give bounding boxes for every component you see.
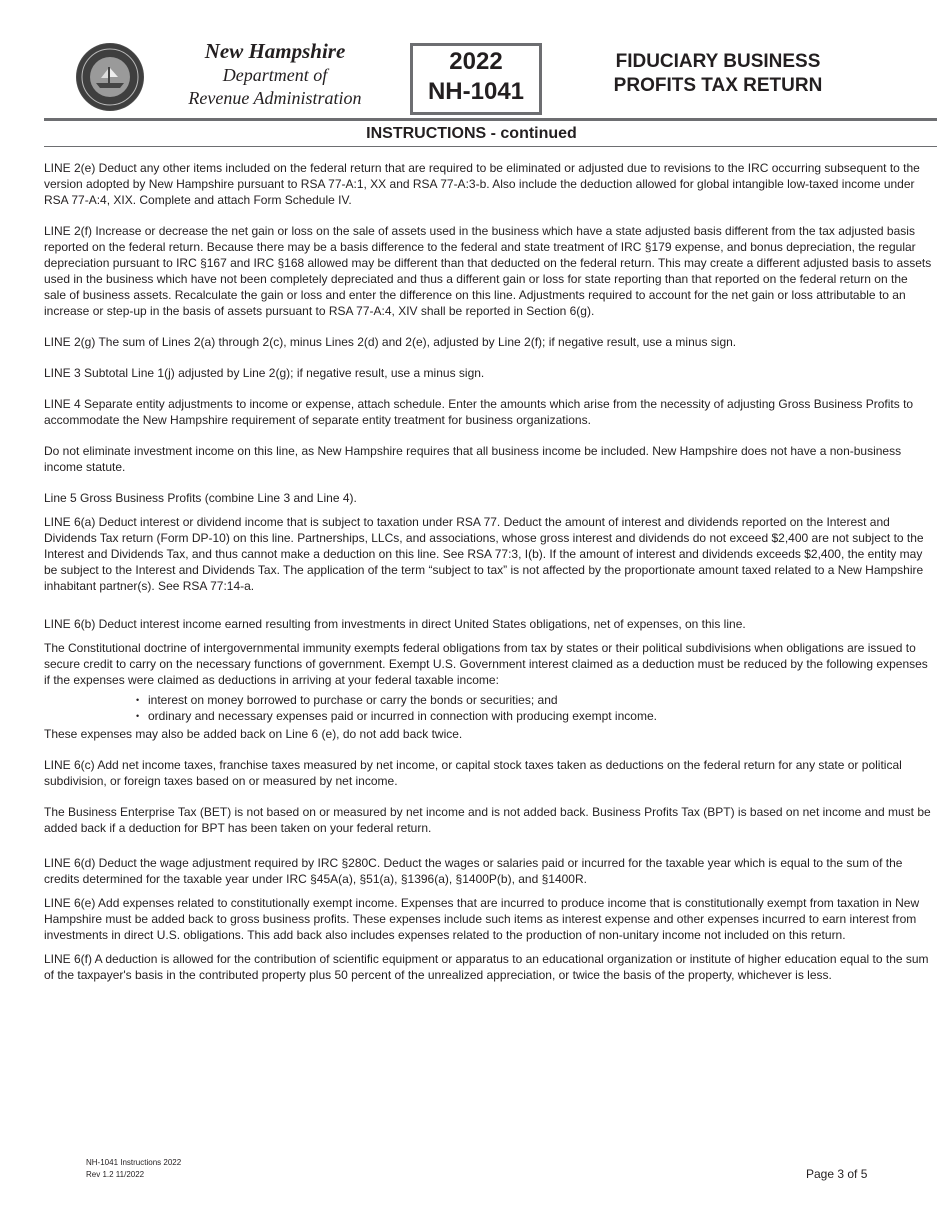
- footer-doc-name: NH-1041 Instructions 2022: [86, 1158, 182, 1167]
- list-item: • interest on money borrowed to purchase or carry the bonds or securities; and: [136, 692, 932, 708]
- paragraph-line-6e: LINE 6(e) Add expenses related to constitutionally exempt income. Expenses that are incurred to produce income that is constitutionally exempt from taxation in New Hampshire must be added back to gross business profits. These expenses include such items as interest expense and other expenses incurred to earn interest from investments in direct U.S. obligations. This add back also includes expenses related to the production of non-unitary income not included on this return.: [44, 896, 920, 942]
- paragraph-intergovernmental-immunity: The Constitutional doctrine of intergovernmental immunity exempts federal obligations from tax by states or their political subdivisions when obligations are issued to secure credit to carry on the necessary functions of government. Exempt U.S. Government interest claimed as a deduction must be reduced by the following expenses if the expenses were claimed as deductions in arriving at your federal taxable income:: [44, 641, 928, 687]
- paragraph-line-3: LINE 3 Subtotal Line 1(j) adjusted by Line 2(g); if negative result, use a minus sign.: [44, 366, 485, 380]
- paragraph-line-6b: LINE 6(b) Deduct interest income earned resulting from investments in direct United States obligations, net of expenses, on this line.: [44, 617, 746, 631]
- paragraph-line-2e: LINE 2(e) Deduct any other items included on the federal return that are required to be eliminated or adjusted due to revisions to the IRC occurring subsequent to the version adopted by New Hampshire pursuant to RSA 77-A:1, XX and RSA 77-A:3-b. Also include the deduction allowed for global intangible low-taxed income under RSA 77-A:4, XIX. Complete and attach Form Schedule IV.: [44, 161, 920, 207]
- form-id-box: [410, 43, 542, 115]
- paragraph-investment-income: Do not eliminate investment income on this line, as New Hampshire requires that all business income be included. New Hampshire does not have a non-business income statute.: [44, 444, 902, 474]
- tax-year: 2022: [449, 48, 503, 75]
- paragraph-line-2g: LINE 2(g) The sum of Lines 2(a) through 2(c), minus Lines 2(d) and 2(e), adjusted by Line 2(f); if negative result, use a minus sign.: [44, 335, 737, 349]
- header-divider: [44, 118, 937, 121]
- state-name: New Hampshire: [204, 39, 346, 63]
- paragraph-line-5: Line 5 Gross Business Profits (combine Line 3 and Line 4).: [44, 491, 357, 505]
- agency-name: [166, 38, 384, 110]
- paragraph-line-2f: LINE 2(f) Increase or decrease the net gain or loss on the sale of assets used in the business which have a state adjusted basis different from the tax adjusted basis reported on the federal return. Because there may be a basis difference to the federal and state treatment of IRC §179 expense, and bonus depreciation, the regular depreciation pursuant to IRC §167 and IRC §168 allowed may be different than that deducted on the federal return. This may create a different adjusted basis to assets used in the business which have not been completely depreciated and thus a different gain or loss for state reporting than that reported on the federal return on the sale of business assets. Recalculate the gain or loss and enter the difference on this line. Adjustments required to account for the net gain or loss attributable to an increase or step-up in the basis of assets pursuant to RSA 77-A:4, XIV shall be reported in Section 6(g).: [44, 224, 932, 318]
- list-item: • ordinary and necessary expenses paid or incurred in connection with producing exempt income.: [136, 708, 932, 724]
- form-title: [578, 50, 858, 98]
- state-seal-icon: [76, 43, 144, 111]
- form-title-line-1: FIDUCIARY BUSINESS: [615, 51, 821, 72]
- paragraph-line-4: LINE 4 Separate entity adjustments to income or expense, attach schedule. Enter the amounts which arise from the necessity of adjusting Gross Business Profits to accommodate the New Hampshire requirement of separate entity treatment for business organizations.: [44, 397, 914, 427]
- paragraph-line-6f: LINE 6(f) A deduction is allowed for the contribution of scientific equipment or apparatus to an educational organization or institute of higher education equal to the sum of the taxpayer's basis in the contributed property plus 50 percent of the unrealized appreciation, or twice the basis of the property, whichever is less.: [44, 952, 929, 982]
- paragraph-add-back-note: These expenses may also be added back on Line 6 (e), do not add back twice.: [44, 727, 463, 741]
- paragraph-line-6c: LINE 6(c) Add net income taxes, franchise taxes measured by net income, or capital stock taxes taken as deductions on the federal return for any state or political subdivision, or foreign taxes based on or measured by net income.: [44, 758, 902, 788]
- department-line-1: Department of: [222, 65, 328, 85]
- section-heading: INSTRUCTIONS - continued: [366, 125, 577, 142]
- footer-document-info: [86, 1157, 181, 1181]
- page-number: Page 3 of 5: [806, 1167, 868, 1181]
- form-title-line-2: PROFITS TAX RETURN: [613, 75, 823, 96]
- paragraph-line-6a: LINE 6(a) Deduct interest or dividend income that is subject to taxation under RSA 77. Deduct the amount of interest and dividends reported on the Interest and Dividends Tax return (Form DP-10) on this line. Partnerships, LLCs, and associations, whose gross interest and dividends do not exceed $2,400 are not subject to the Interest and Dividends Tax, and thus cannot make a deduction on this line. See RSA 77:3, I(b). If the amount of interest and dividends exceeds $2,400, the entity may be subject to the Interest and Dividends Tax. The application of the term “subject to tax” is not affected by the proportionate amount taxed related to a New Hampshire inhabitant partner(s). See RSA 77:14-a.: [44, 515, 924, 593]
- section-divider: [44, 146, 937, 147]
- paragraph-line-6d: LINE 6(d) Deduct the wage adjustment required by IRC §280C. Deduct the wages or salaries paid or incurred for the taxable year which is equal to the sum of the credits determined for the taxable year under IRC §45A(a), §51(a), §1396(a), §1400P(b), and §1400R.: [44, 856, 903, 886]
- footer-revision: Rev 1.2 11/2022: [86, 1170, 145, 1179]
- expense-list: [44, 692, 932, 724]
- instructions-body: [44, 160, 932, 998]
- form-number: NH-1041: [427, 78, 525, 105]
- department-line-2: Revenue Administration: [188, 88, 362, 108]
- paragraph-bet-bpt: The Business Enterprise Tax (BET) is not based on or measured by net income and is not added back. Business Profits Tax (BPT) is based on net income and must be added back if a deduction for BPT has been taken on your federal return.: [44, 805, 931, 835]
